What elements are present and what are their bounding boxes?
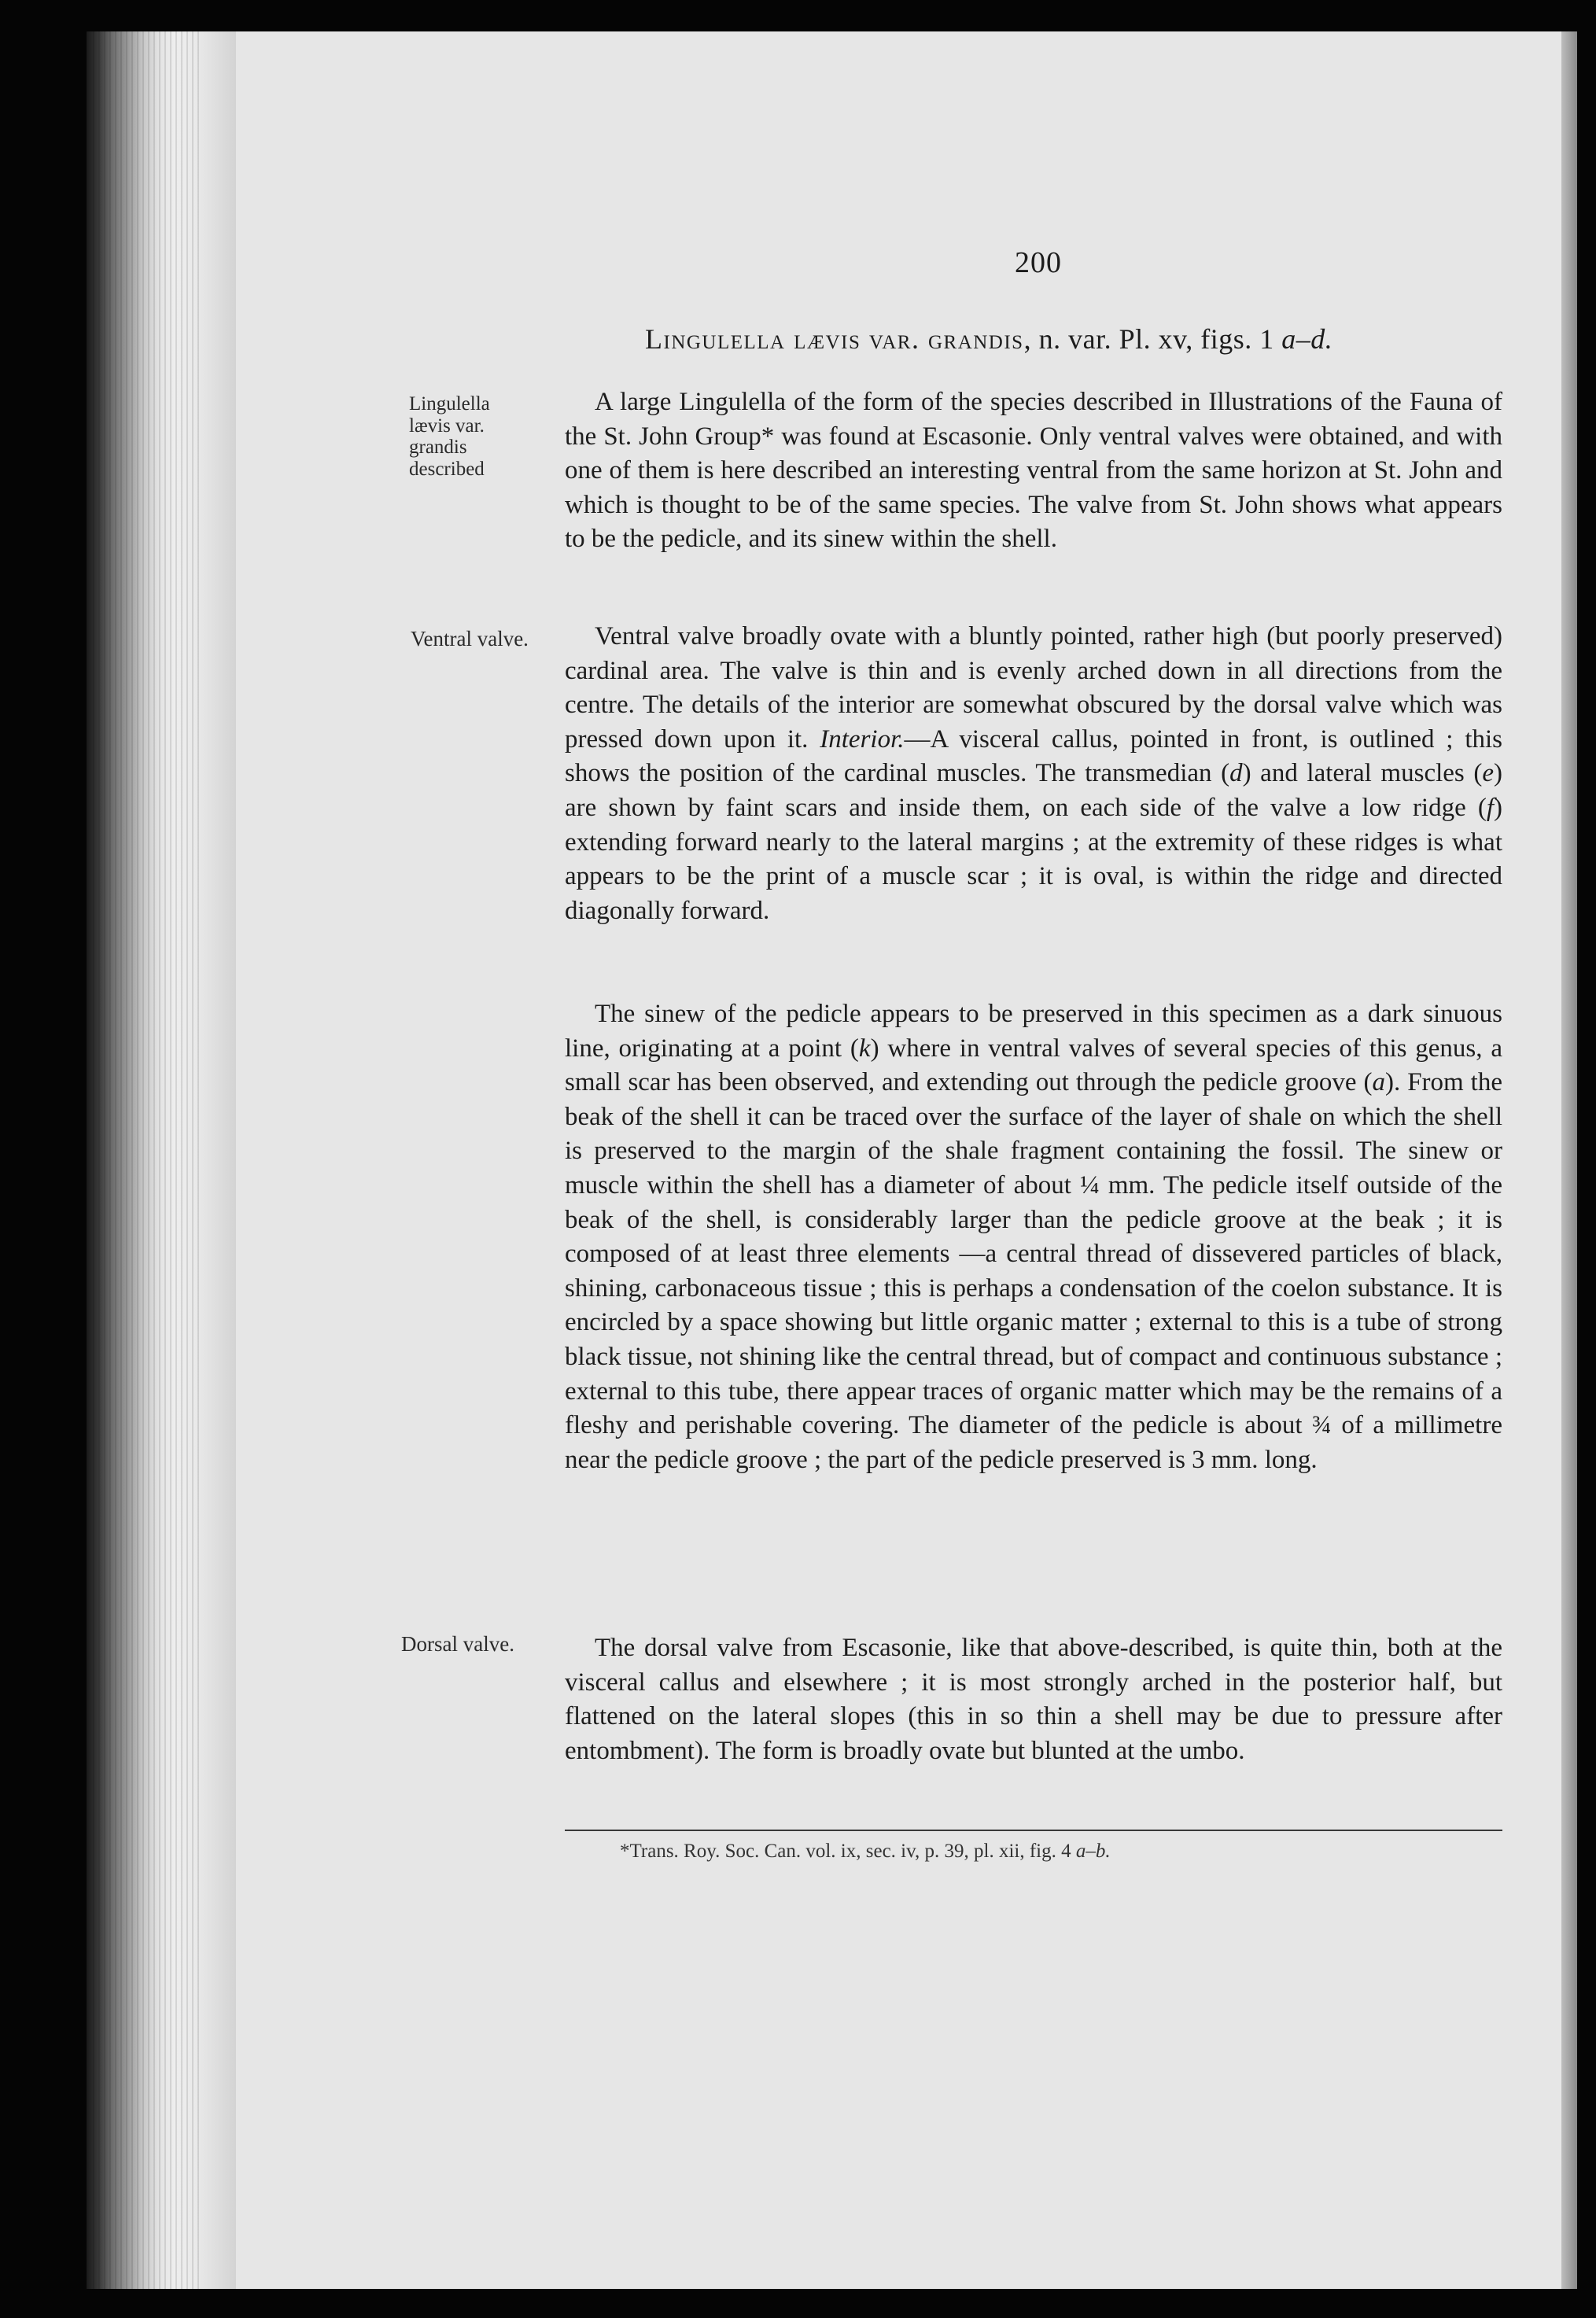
heading-rest: , n. var. Pl. xv, figs. 1 (1023, 323, 1282, 355)
ventral-letter-e: e (1482, 759, 1494, 788)
ventral-text-c: ) and lateral muscles ( (1242, 759, 1483, 788)
ventral-letter-d: d (1229, 759, 1243, 788)
heading-figs: a–d. (1281, 323, 1333, 355)
page-number: 200 (1015, 246, 1062, 279)
ventral-interior-label: Interior. (820, 724, 905, 754)
footnote-rule (565, 1830, 1502, 1831)
ventral-text-g: ) extending forward nearly to the lateral margins ; at the extremity of these ridges is what appears to be the print of a muscle scar ; it is oval, is within the ridge and directed diagonally forward. (565, 793, 1502, 925)
page-right-edge (1561, 31, 1577, 2289)
footnote (620, 1841, 1485, 1863)
margin-note-described: Lingulella lævis var. grandis described (409, 393, 490, 480)
article-heading (645, 322, 1432, 356)
pedicle-letter-a: a (1372, 1068, 1386, 1097)
pedicle-text-b: ) where in ventral valves of several species of this genus, a small scar has been observed, and extending out through the pedicle groove ( (565, 1034, 1502, 1097)
binding-page-edges (93, 31, 203, 2289)
footnote-figs: a–b. (1075, 1841, 1111, 1862)
margin-note-dorsal-valve: Dorsal valve. (401, 1632, 514, 1656)
pedicle-letter-k: k (858, 1034, 871, 1063)
ventral-text-f1: ) are shown by faint scars and inside them, on each side of the valve a low ridge ( (565, 759, 1502, 822)
pedicle-text-c: ). From the beak of the shell it can be traced over the surface of the layer of shale on which the shell is preserved to the margin of the shale fragment containing the fossil. The sinew or muscle within the shell has a diameter of about ¼ mm. The pedicle itself outside of the beak of the shell, is considerably larger than the pedicle groove at the beak ; it is composed of at least three elements —a central thread of dissevered particles of black, shining, carbonaceous tissue ; this is perhaps a condensation of the coelon substance. It is encircled by a space showing but little organic matter ; external to this is a tube of strong black tissue, not shining like the central thread, but of compact and continuous substance ; external to this tube, there appear traces of organic matter which may be the remains of a fleshy and perishable covering. The diameter of the pedicle is about ¾ of a millimetre near the pedicle groove ; the part of the pedicle preserved is 3 mm. long. (565, 1068, 1502, 1474)
paragraph-ventral-valve (565, 620, 1502, 928)
paragraph-dorsal-valve: The dorsal valve from Escasonie, like that above-described, is quite thin, both at the visceral callus and elsewhere ; it is most strongly arched in the posterior half, but flattened on the lateral slopes (this in so thin a shell may be due to pressure after entombment). The form is broadly ovate but blunted at the umbo. (565, 1634, 1502, 1765)
ventral-text-a: Ventral valve broadly ovate with a bluntly pointed, rather high (but poorly preserved) cardinal area. The valve is thin and is evenly arched down in all directions from the centre. The details of the interior are somewhat obscured by the dorsal valve which was pressed down upon it. (565, 622, 1502, 754)
ventral-text-b: —A visceral callus, pointed in front, is outlined ; this shows the position of the cardinal muscles. The transmedian ( (565, 724, 1503, 788)
margin-note-ventral-valve: Ventral valve. (411, 627, 529, 650)
ventral-letter-f: f (1486, 793, 1494, 822)
paragraph-pedicle (565, 997, 1502, 1477)
heading-title: Lingulella lævis var. grandis (645, 323, 1024, 355)
footnote-text: *Trans. Roy. Soc. Can. vol. ix, sec. iv, p. 39, pl. xii, fig. 4 (620, 1841, 1076, 1862)
pedicle-text-a: The sinew of the pedicle appears to be preserved in this specimen as a dark sinuous line, originating at a point ( (565, 1000, 1502, 1063)
paragraph-intro: A large Lingulella of the form of the species described in Illustrations of the Fauna of the St. John Group* was found at Escasonie. Only ventral valves were obtained, and with one of them is here described an interesting ventral from the same horizon at St. John and which is thought to be of the same species. The valve from St. John shows what appears to be the pedicle, and its sinew within the shell. (565, 388, 1502, 554)
